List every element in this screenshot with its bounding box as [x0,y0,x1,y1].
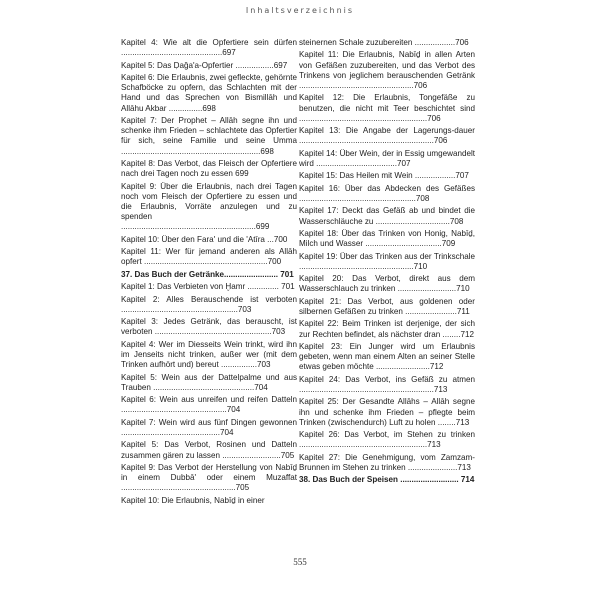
toc-entry: Kapitel 10: Über den Fara' und die 'Atīra ...700 [121,234,288,244]
toc-entry: Kapitel 17: Deckt das Gefäß ab und bindet die Wasserschläuche zu .................................708 [299,206,475,226]
toc-entry: Kapitel 10: Die Erlaubnis, Nabīḏ in einer [121,495,265,505]
toc-entry: Kapitel 23: Ein Junger wird um Erlaubnis gebeten, wenn man einem Alten an seiner Stelle etwas geben möchte ........................712 [299,341,475,372]
toc-entry: Kapitel 1: Das Verbieten von Ḫamr .............. 701 [121,282,295,292]
toc-entry: Kapitel 18: Über das Trinken von Honig, Nabīḏ, Milch und Wasser ..................................709 [299,228,475,249]
toc-part-heading: 38. Das Buch der Speisen .......................... 714 [299,475,475,485]
toc-entry: Kapitel 3: Jedes Getränk, das berauscht, ist verboten ....................................................703 [121,317,297,337]
toc-entry: Kapitel 25: Der Gesandte Allāhs – Allāh segne ihn und schenke ihm Frieden – pflegte beim Trinken (zwischendurch) Luft zu holen ........713 [299,397,475,427]
toc-entry: Kapitel 11: Die Erlaubnis, Nabīḏ in allen Arten von Gefäßen zuzubereiten, und das Verbot des Trinkens von jeglichem berauschenden Getränk ...................................................706 [299,50,475,90]
toc-entry: Kapitel 22: Beim Trinken ist derjenige, der sich zur Rechten befindet, als nächster dran ........712 [299,319,475,339]
toc-entry: Kapitel 12: Die Erlaubnis, Tongefäße zu benutzen, die nicht mit Teer beschichtet sind .........................................................706 [299,93,475,123]
toc-entry: Kapitel 20: Das Verbot, direkt aus dem Wasserschlauch zu trinken ..........................710 [299,274,475,294]
toc-entry: Kapitel 19: Über das Trinken aus der Trinkschale ...................................................710 [299,251,475,271]
toc-entry: Kapitel 5: Das Verbot, Rosinen und Datteln zusammen gären zu lassen ..........................705 [121,440,297,460]
toc-entry: Kapitel 5: Das Ḍaǧa'a-Opfertier .................697 [121,60,288,70]
toc-entry: Kapitel 6: Wein aus unreifen und reifen Datteln ...............................................704 [121,395,297,415]
toc-entry: Kapitel 27: Die Genehmigung, vom Zamzam-Brunnen im Stehen zu trinken ......................713 [299,452,475,472]
toc-entry: Kapitel 7: Der Prophet – Allāh segne ihn und schenke ihm Frieden – schlachtete das Opfertier für sich, seine Familie und seine Umma ..............................................................698 [121,115,297,156]
toc-entry: Kapitel 6: Die Erlaubnis, zwei gefleckte, gehörnte Schafböcke zu opfern, das Schlachten mit der Hand und das Sprechen von Bismillāh und Allāhu Akbar ...............698 [121,72,297,113]
toc-entry: Kapitel 7: Wein wird aus fünf Dingen gewonnen ............................................704 [121,417,297,437]
page-number: 555 [293,557,307,567]
toc-entry: Kapitel 9: Über die Erlaubnis, nach drei Tagen noch vom Fleisch der Opfertiere zu essen und die Erlaubnis, Vorräte anzulegen und zu spenden ............................................................699 [121,181,297,232]
toc-entry: Kapitel 26: Das Verbot, im Stehen zu trinken .........................................................713 [299,430,475,450]
toc-entry: Kapitel 21: Das Verbot, aus goldenen oder silbernen Gefäßen zu trinken .......................711 [299,296,475,316]
toc-right-column [299,38,475,488]
toc-entry: Kapitel 8: Das Verbot, das Fleisch der Opfertiere nach drei Tagen noch zu essen 699 [121,158,297,179]
toc-entry: steinernen Schale zuzubereiten ..................706 [299,38,469,47]
toc-entry: Kapitel 4: Wie alt die Opfertiere sein dürfen .............................................697 [121,38,297,58]
toc-entry: Kapitel 11: Wer für jemand anderen als Allāh opfert .......................................................700 [121,247,297,267]
toc-entry: Kapitel 14: Über Wein, der in Essig umgewandelt wird ....................................707 [299,148,475,168]
toc-entry: Kapitel 4: Wer im Diesseits Wein trinkt, wird ihn im Jenseits nicht trinken, außer wer (mit dem Trinken aufhört und) bereut ................703 [121,339,297,370]
toc-entry: Kapitel 16: Über das Abdecken des Gefäßes ....................................................708 [299,183,475,203]
toc-entry: Kapitel 2: Alles Berauschende ist verboten ....................................................703 [121,294,297,314]
toc-left-column [121,38,297,508]
toc-entry: Kapitel 15: Das Heilen mit Wein ..................707 [299,171,469,181]
running-header: Inhaltsverzeichnis [245,6,355,15]
toc-entry: Kapitel 5: Wein aus der Dattelpalme und aus Trauben .............................................704 [121,372,297,392]
toc-entry: Kapitel 9: Das Verbot der Herstellung von Nabīḏ in einem Dubbā' oder einem Muzaffat ...................................................705 [121,462,297,493]
toc-part-heading: 37. Das Buch der Getränke........................ 701 [121,269,294,279]
toc-entry: Kapitel 24: Das Verbot, ins Gefäß zu atmen ............................................................713 [299,374,475,394]
toc-entry: Kapitel 13: Die Angabe der Lagerungs-dauer ............................................................706 [299,126,475,146]
